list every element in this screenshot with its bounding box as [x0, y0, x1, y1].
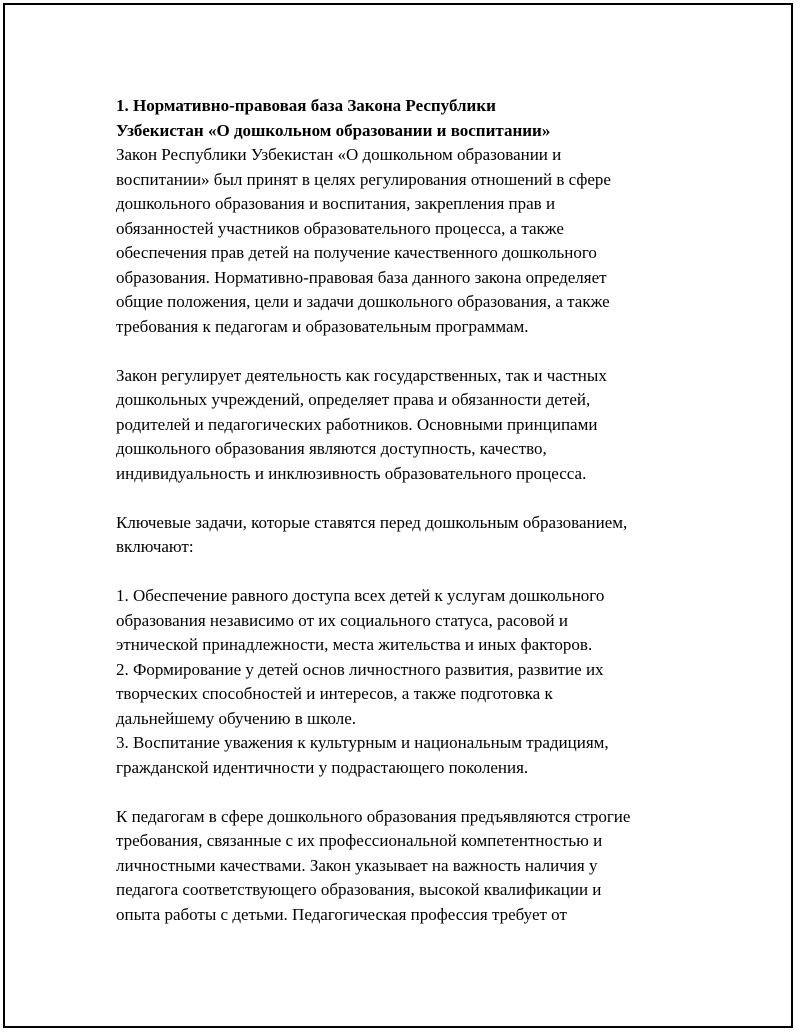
paragraph-gap — [116, 560, 716, 585]
paragraph-gap — [116, 486, 716, 511]
list-item: 2. Формирование у детей основ личностного развития, развитие их творческих способностей и интересов, а также подготовка к дальнейшему обучению в школе. — [116, 659, 604, 728]
paragraph-key-tasks: Ключевые задачи, которые ставятся перед дошкольным образованием, включают: — [116, 512, 628, 556]
paragraph-gap — [116, 780, 716, 805]
document-body — [116, 94, 716, 927]
list-item: 3. Воспитание уважения к культурным и национальным традициям, гражданской идентичности у подрастающего поколения. — [116, 733, 609, 777]
paragraph-gap — [116, 339, 716, 364]
list-item: 1. Обеспечение равного доступа всех детей к услугам дошкольного образования независимо от их социального статуса, расовой и этнической принадлежности, места жительства и иных факторов. — [116, 586, 605, 654]
task-list — [116, 584, 716, 780]
paragraph-regulation: Закон регулирует деятельность как государственных, так и частных дошкольных учреждений, определяет права и обязанности детей, родителей и педагогических работников. Основными принципами дошкольного образования являются доступность, качество, индивидуальность и инклюзивность образовательного процесса. — [116, 365, 607, 483]
paragraph-intro: Закон Республики Узбекистан «О дошкольном образовании и воспитании» был принят в целях регулирования отношений в сфере дошкольного образования и воспитания, закрепления прав и обязанностей участников образовательного процесса, а также обеспечения прав детей на получение качественного дошкольного образования. Нормативно-правовая база данного закона определяет общие положения, цели и задачи дошкольного образования, а также требования к педагогам и образовательным программам. — [116, 145, 611, 336]
paragraph-teachers: К педагогам в сфере дошкольного образования предъявляются строгие требования, связанные с их профессиональной компетентностью и личностными качествами. Закон указывает на важность наличия у педагога соответствующего образования, высокой квалификации и опыта работы с детьми. Педагогическая профессия требует от — [116, 806, 631, 924]
section-title: 1. Нормативно-правовая база Закона Республики Узбекистан «О дошкольном образовании и воспитании» — [116, 96, 551, 140]
